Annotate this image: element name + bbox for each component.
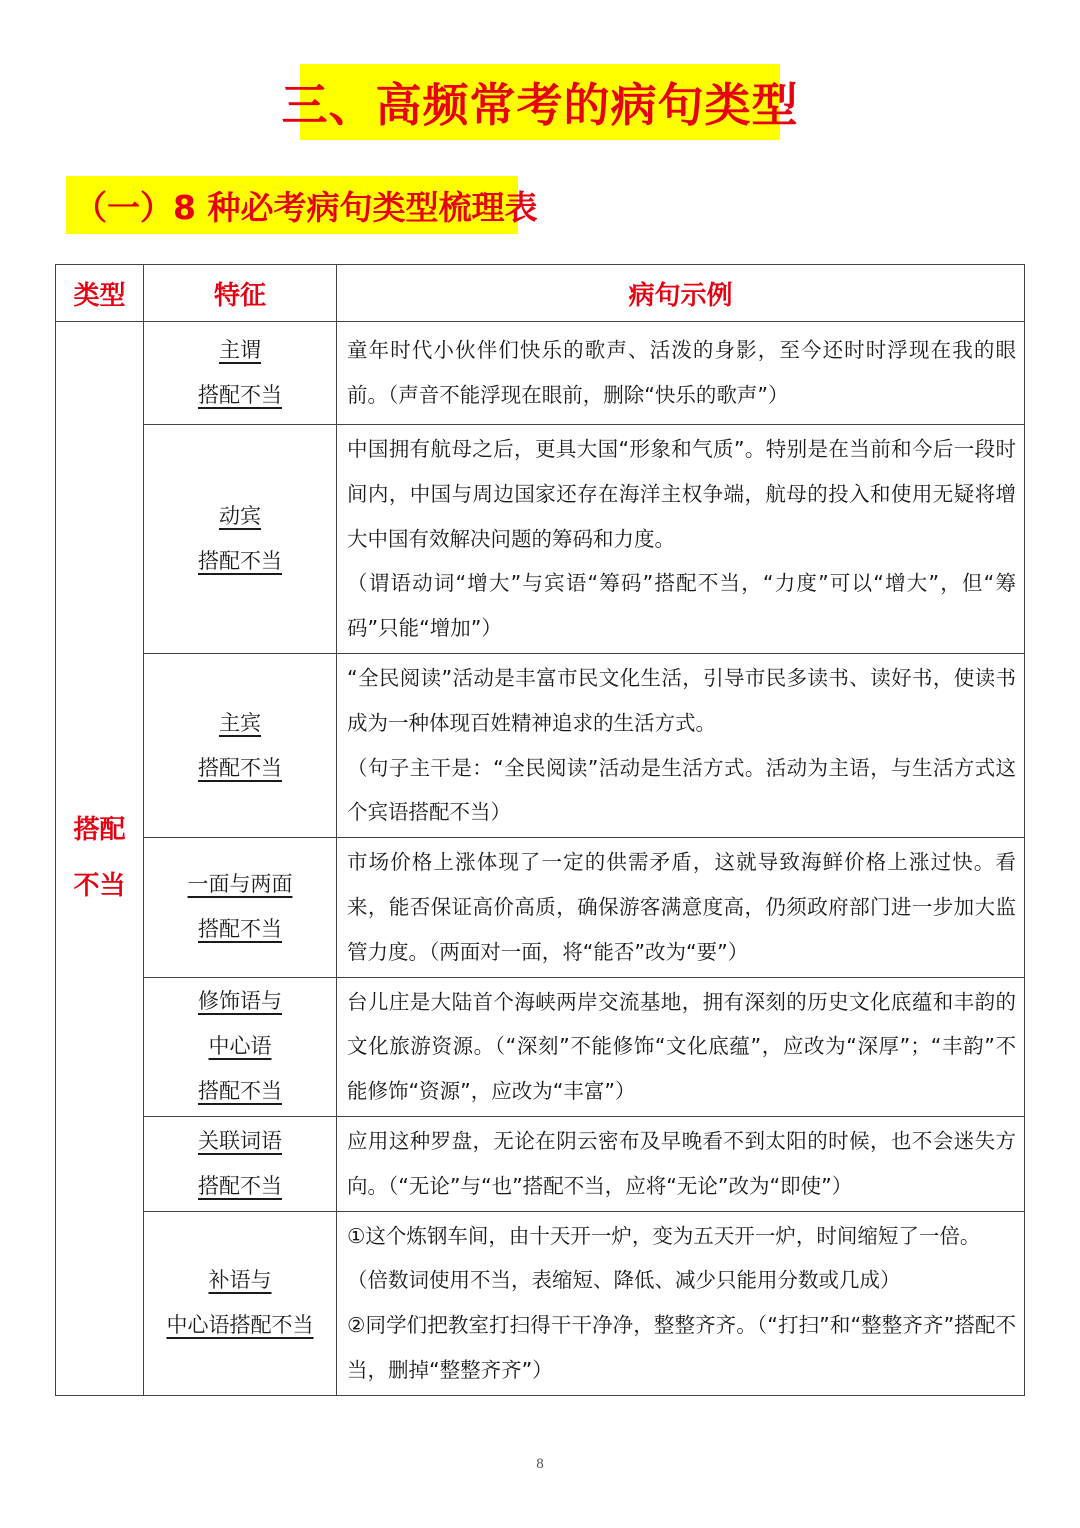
feature-label: 搭配不当 xyxy=(198,548,282,573)
example-cell xyxy=(337,1211,1025,1395)
feature-label: 搭配不当 xyxy=(198,1173,282,1198)
feature-label: 修饰语与 xyxy=(198,989,282,1014)
feature-label: 补语与 xyxy=(208,1268,272,1293)
table-row xyxy=(56,1116,1025,1211)
column-header-feature: 特征 xyxy=(144,265,337,322)
example-text: 市场价格上涨体现了一定的供需矛盾，这就导致海鲜价格上涨过快。看来，能否保证高价高质，确保游客满意度高，仍须政府部门进一步加大监管力度。（两面对一面，将“能否”改为“要”） xyxy=(347,850,1016,964)
table-row xyxy=(56,425,1025,654)
category-label-line: 搭配 xyxy=(73,815,126,846)
example-text: 台儿庄是大陆首个海峡两岸交流基地，拥有深刻的历史文化底蕴和丰韵的文化旅游资源。（“深刻”不能修饰“文化底蕴”，应改为“深厚”；“丰韵”不能修饰“资源”，应改为“丰富”） xyxy=(347,989,1016,1104)
table-row xyxy=(56,653,1025,837)
example-cell xyxy=(337,322,1025,425)
feature-label: 动宾 xyxy=(219,503,261,528)
feature-label: 关联词语 xyxy=(198,1128,282,1153)
feature-cell xyxy=(144,425,337,654)
example-cell xyxy=(337,425,1025,654)
feature-cell xyxy=(144,1211,337,1395)
feature-label: 搭配不当 xyxy=(198,917,282,942)
example-text: ①这个炼钢车间，由十天开一炉，变为五天开一炉，时间缩短了一倍。 xyxy=(347,1223,981,1248)
example-note: （谓语动词“增大”与宾语“筹码”搭配不当，“力度”可以“增大”，但“筹码”只能“增加”） xyxy=(347,571,1016,641)
feature-cell xyxy=(144,838,337,977)
category-cell xyxy=(56,322,144,1396)
table-header-row xyxy=(56,265,1025,322)
table-row xyxy=(56,1211,1025,1395)
example-text: 中国拥有航母之后，更具大国“形象和气质”。特别是在当前和今后一段时间内，中国与周边国家还存在海洋主权争端，航母的投入和使用无疑将增大中国有效解决问题的筹码和力度。 xyxy=(347,437,1016,551)
title-highlight xyxy=(281,64,799,140)
table-row xyxy=(56,322,1025,425)
example-text: “全民阅读”活动是丰富市民文化生活，引导市民多读书、读好书，使读书成为一种体现百姓精神追求的生活方式。 xyxy=(347,665,1016,735)
column-header-type: 类型 xyxy=(56,265,144,322)
feature-cell xyxy=(144,322,337,425)
example-note: （倍数词使用不当，表缩短、降低、减少只能用分数或几成） xyxy=(347,1268,901,1293)
feature-label: 中心语搭配不当 xyxy=(166,1313,314,1338)
feature-cell xyxy=(144,977,337,1116)
feature-label: 搭配不当 xyxy=(198,1079,282,1104)
column-header-example: 病句示例 xyxy=(337,265,1025,322)
example-cell xyxy=(337,977,1025,1116)
table-row xyxy=(56,838,1025,977)
sentence-error-table xyxy=(55,264,1025,1396)
page-number: 8 xyxy=(536,1456,544,1472)
example-text: 应用这种罗盘，无论在阴云密布及早晚看不到太阳的时候，也不会迷失方向。（“无论”与“也”搭配不当，应将“无论”改为“即使”） xyxy=(347,1128,1016,1198)
category-label-line: 不当 xyxy=(73,871,126,902)
page-title: 三、高频常考的病句类型 xyxy=(281,78,799,132)
feature-label: 搭配不当 xyxy=(198,755,282,780)
example-cell xyxy=(337,653,1025,837)
feature-label: 一面与两面 xyxy=(187,872,293,897)
subtitle-highlight xyxy=(66,176,538,234)
section-subtitle: （一）8 种必考病句类型梳理表 xyxy=(74,187,538,227)
example-text: 童年时代小伙伴们快乐的歌声、活泼的身影，至今还时时浮现在我的眼前。（声音不能浮现在眼前，删除“快乐的歌声”） xyxy=(347,338,1016,407)
feature-cell xyxy=(144,653,337,837)
feature-cell xyxy=(144,1116,337,1211)
feature-label: 中心语 xyxy=(208,1034,272,1059)
table-row xyxy=(56,977,1025,1116)
feature-label: 搭配不当 xyxy=(198,383,282,407)
feature-label: 主宾 xyxy=(219,710,261,735)
example-text: ②同学们把教室打扫得干干净净，整整齐齐。（“打扫”和“整整齐齐”搭配不当，删掉“整整齐齐”） xyxy=(347,1313,1016,1382)
feature-label: 主谓 xyxy=(219,338,261,362)
example-cell xyxy=(337,838,1025,977)
example-note: （句子主干是：“全民阅读”活动是生活方式。活动为主语，与生活方式这个宾语搭配不当） xyxy=(347,755,1016,825)
example-cell xyxy=(337,1116,1025,1211)
